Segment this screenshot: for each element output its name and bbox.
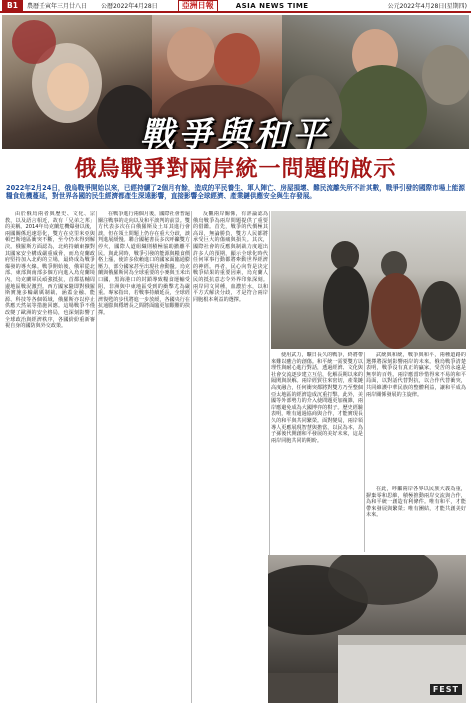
- article-title: 俄烏戰爭對兩岸統一問題的啟示: [74, 156, 397, 182]
- gregorian-date-short: 公曆2022年4月28日: [100, 3, 158, 10]
- paragraph: 在此，呼籲兩岸各界以民族大義為重，摒棄零和思維，積極推動兩岸交流與合作，為和平統一創造有利條件。唯有和平，才能帶來發展與繁榮；唯有團結，才能共創美好未來。: [366, 486, 466, 519]
- article-lede: 2022年2月24日，俄烏戰爭開始以來，已經持續了2個月有餘，造成的平民養生、軍人陣亡、房屋損壞、難民流離失所不計其數，戰爭引發的國際市場上能源糧食危機蔓延，對世界各國的民生經濟都產生深遠影響，直接影響全球經濟、產業鏈供應安全與生存發展。: [6, 184, 465, 201]
- body-column-6: [366, 486, 466, 552]
- paragraph: 在戰爭進行兩個月後，國際社會普遍關注戰事的走向以及和平談判的前景。雙方代表多次在白俄羅斯及土耳其進行會談，但在領土問題上仍存在重大分歧，談判進展緩慢。聯合國秘書長多次呼籲雙方停火，國際人道組織則積極協助撤離平民。與此同時，戰爭引發的能源與糧食價格上漲，使許多依賴進口的國家面臨通膨壓力，部分國家甚至出現社會動盪。烏克蘭與俄羅斯同為全球重要的小麥與玉米出口國，黑海港口的封鎖導致糧食運輸受阻，非洲與中東地區受到的衝擊尤為嚴重。專家指出，若戰事持續延長，全球經濟復甦的步伐將進一步放緩，各國央行在抗通膨與穩增長之間將面臨更加艱難的抉擇。: [98, 211, 190, 316]
- title-row: [0, 152, 471, 182]
- column-divider: [364, 352, 365, 552]
- photo-smoke-over-city: [268, 555, 466, 703]
- paragraph: 使用武力，曠日長久的戰爭，終將帶來難以癒合的創傷。和平統一需要雙方以理性與耐心進行對話，透過經濟、文化與社會交流逐步建立互信，化解長期以來的隔閡與誤解。兩岸經貿往來密切，產業鏈高度融合，任何衝突都將對雙方乃至整個亞太地區的經濟造成沉重打擊。此外，美國等外部勢力的介入使問題更加複雜，兩岸應避免成為大國博弈的棋子。歷史經驗表明，唯有通過協商與合作，才能實現長久的和平與共同繁榮。面對變局，兩岸領導人更應展現智慧與擔當，以民為本，為子孫後代開創和平發展的美好未來，這是兩岸同胞共同的期盼。: [271, 352, 363, 444]
- paragraph: 反觀兩岸關係，有評論認為俄烏戰爭為兩岸問題提供了重要的借鑑。首先，戰爭的代價極其高昂，無論勝負，雙方人民都將承受巨大的傷痛與損失。其次，國際社會的反應與制裁力度超出許多人的預期，顯示全球化時代任何軍事行動都將牽動世界經濟的神經。再者，民心向背是決定戰爭結果的重要因素，烏克蘭人民的抵抗意志令外界印象深刻。兩岸同文同種，血濃於水，以和平方式解決分歧，才是符合兩岸同胞根本利益的選擇。: [193, 211, 268, 303]
- building-roof: [338, 635, 466, 645]
- page-number: B1: [2, 0, 23, 12]
- column-divider: [96, 211, 97, 703]
- body-column-5: [366, 352, 466, 482]
- hero-photo-collage: [2, 15, 469, 149]
- body-column-2: [98, 211, 190, 703]
- newspaper-brand: ASIA NEWS TIME: [235, 1, 309, 10]
- newspaper-logo: 亞洲日報: [178, 0, 218, 12]
- paragraph: 由於俄烏兩者與歷史、文化、宗教，以及語言相近，故有「兄弟之邦」的美稱。2014年烏克蘭危機爆發以後，兩國關係迅速惡化，雙方在克里米亞與頓巴斯地區衝突不斷，至今仍未得到解決。俄羅斯方面認為，北約持續東擴對其國家安全構成嚴重威脅，而烏克蘭政府堅持加入北約的立場，最終成為戰爭爆發的導火線。戰爭開始後，俄軍從北部、東部與南部多個方向進入烏克蘭境內，烏克蘭軍民頑強抵抗，首都基輔周邊地區戰況激烈。西方國家隨即對俄羅斯實施多輪嚴厲制裁，涵蓋金融、能源、科技等各個領域，俄羅斯亦以停止供應天然氣等措施回應。這場戰爭不僅改變了歐洲的安全格局，也深刻影響了全球政治與經濟秩序，各國紛紛重新審視自身的國防與外交政策。: [5, 211, 95, 330]
- body-column-1: [5, 211, 95, 703]
- lunar-date: 農曆壬寅年三月廿八日: [26, 3, 87, 10]
- masthead: [0, 0, 471, 13]
- photo-child-in-hood: [2, 15, 152, 149]
- photo-evacuees: [271, 211, 466, 349]
- building-left: [268, 673, 338, 703]
- issue-date: 公元2022年4月28日(星期四): [387, 3, 467, 10]
- store-sign: FEST: [430, 684, 462, 695]
- paragraph: 武統與和統，戰爭與和平，兩種道路的選擇將深刻影響兩岸的未來。俄烏戰爭清楚表明，戰爭沒有真正的贏家，受苦的永遠是無辜的百姓。兩岸應當珍惜得來不易的和平局面，以對話代替對抗，以合作代替衝突，共同維護中華民族的整體利益，讓和平成為兩岸關係發展的主旋律。: [366, 352, 466, 398]
- column-divider: [269, 211, 270, 555]
- hero-headline: 戰爭與和平: [140, 115, 330, 149]
- body-column-3: [193, 211, 268, 703]
- column-divider: [191, 211, 192, 703]
